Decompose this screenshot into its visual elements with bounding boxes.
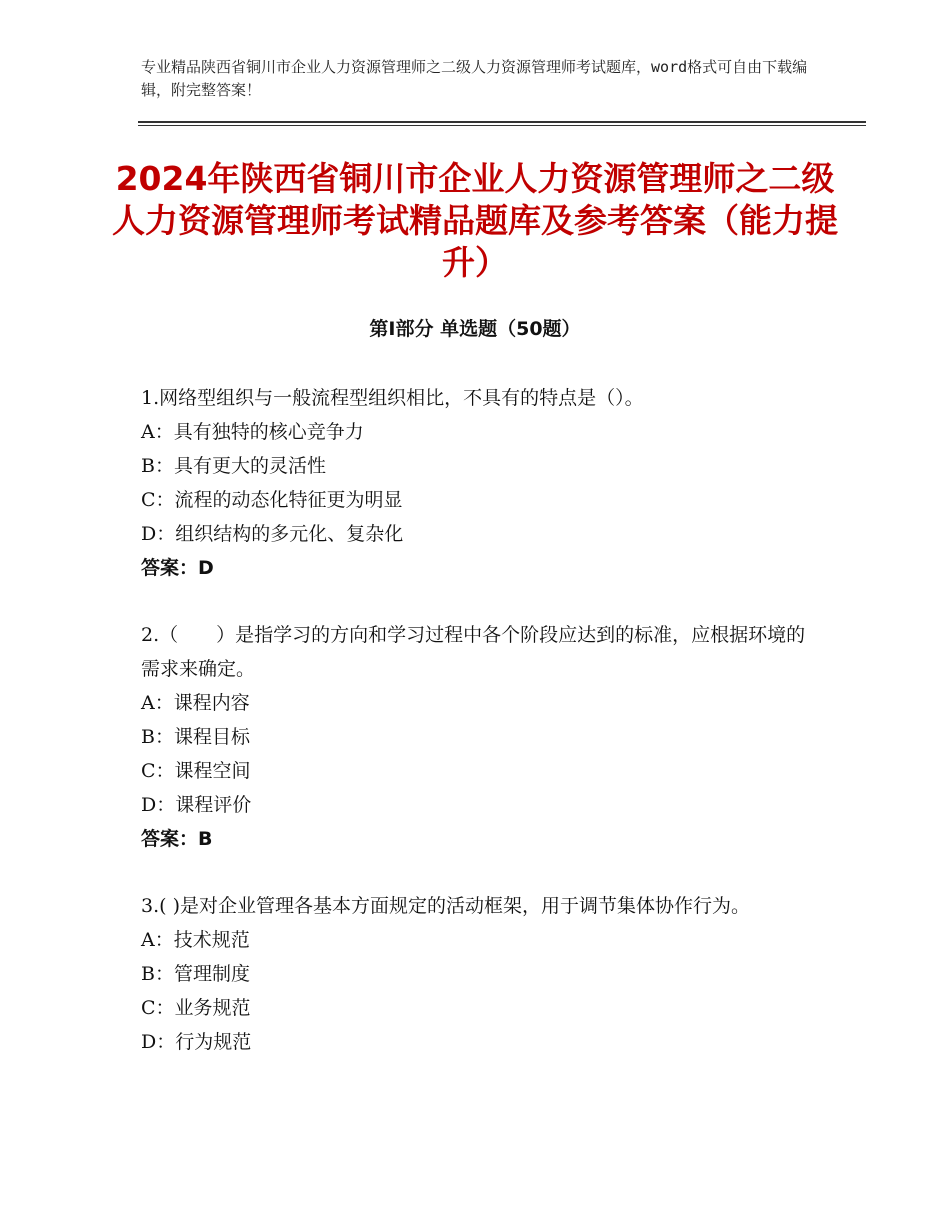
option-b: B：课程目标 — [141, 726, 250, 748]
option-a: A：课程内容 — [141, 692, 250, 714]
question-3 — [141, 889, 811, 1059]
header-note: 专业精品陕西省铜川市企业人力资源管理师之二级人力资源管理师考试题库，word格式可自由下载编辑，附完整答案！ — [141, 58, 808, 99]
question-text: 2.（ ）是指学习的方向和学习过程中各个阶段应达到的标准，应根据环境的需求来确定。 — [141, 624, 806, 680]
question-text: 3.( )是对企业管理各基本方面规定的活动框架，用于调节集体协作行为。 — [141, 895, 750, 917]
option-c: C：课程空间 — [141, 760, 251, 782]
question-2 — [141, 618, 811, 856]
document-title: 2024年陕西省铜川市企业人力资源管理师之二级人力资源管理师考试精品题库及参考答案（能力提升） — [112, 159, 838, 282]
question-list — [141, 381, 811, 1092]
option-a: A：技术规范 — [141, 929, 250, 951]
option-d: D：组织结构的多元化、复杂化 — [141, 523, 404, 545]
option-b: B：具有更大的灵活性 — [141, 455, 326, 477]
option-c: C：业务规范 — [141, 997, 251, 1019]
answer-label: 答案：D — [141, 557, 214, 579]
option-a: A：具有独特的核心竞争力 — [141, 421, 364, 443]
option-d: D：课程评价 — [141, 794, 252, 816]
question-text: 1.网络型组织与一般流程型组织相比，不具有的特点是（）。 — [141, 387, 644, 409]
option-d: D：行为规范 — [141, 1031, 252, 1053]
header-divider-thin — [138, 125, 866, 126]
option-b: B：管理制度 — [141, 963, 250, 985]
question-1 — [141, 381, 811, 585]
section-title: 第Ⅰ部分 单选题（50题） — [369, 318, 581, 340]
header-divider — [138, 121, 866, 123]
option-c: C：流程的动态化特征更为明显 — [141, 489, 403, 511]
answer-label: 答案：B — [141, 828, 213, 850]
